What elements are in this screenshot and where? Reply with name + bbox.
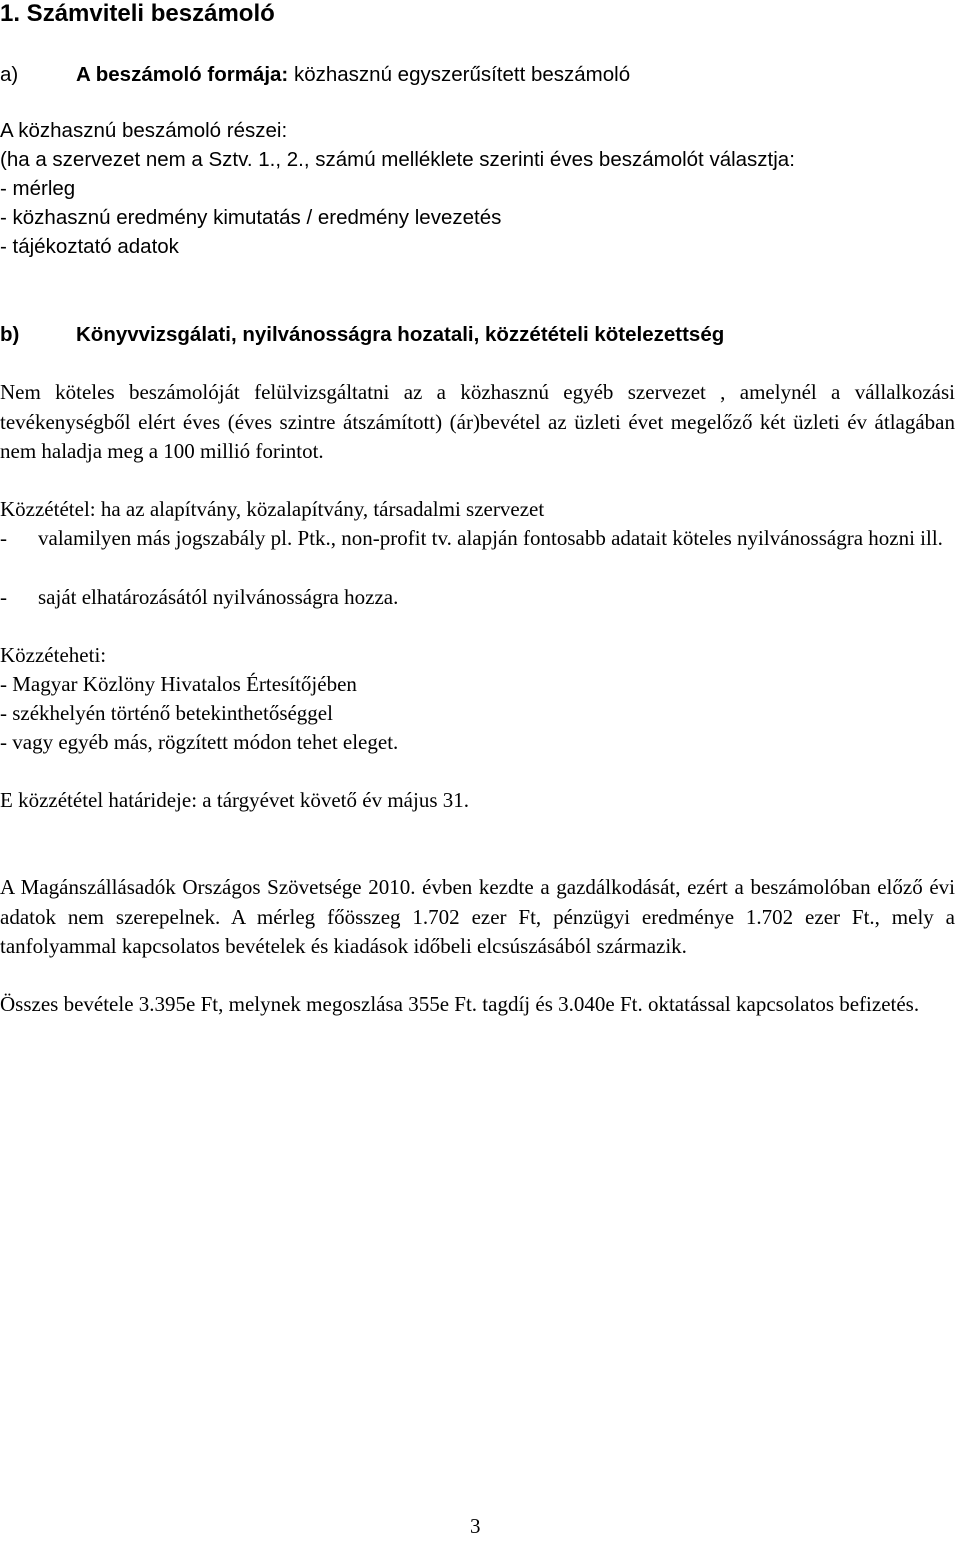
history-paragraph: A Magánszállásadók Országos Szövetsége 2010. évben kezdte a gazdálkodását, ezért a beszámolóban előző évi adatok nem szerepelnek. A mérleg főösszeg 1.702 ezer Ft, pénzügyi eredménye 1.702 ezer Ft., mely a tanfolyammal kapcsolatos bevételek és kiadások időbeli elcsúszásából származik. xyxy=(0,875,955,958)
audit-paragraph: Nem köteles beszámolóját felülvizsgáltatni az a közhasznú egyéb szervezet , amelynél a vállalkozási tevékenységből elért éves (éves szintre átszámított) (ár)bevétel az üzleti évet megelőző két üzleti év átlagában nem haladja meg a 100 millió forintot. xyxy=(0,380,955,463)
parts-intro-2: (ha a szervezet nem a Sztv. 1., 2., számú melléklete szerinti éves beszámolót választja: xyxy=(0,148,795,171)
parts-item: - tájékoztató adatok xyxy=(0,235,179,258)
section-b-label: b) xyxy=(0,323,20,346)
dash: - xyxy=(0,585,7,609)
income-paragraph: Összes bevétele 3.395e Ft, melynek megoszlása 355e Ft. tagdíj és 3.040e Ft. oktatással kapcsolatos befizetés. xyxy=(0,992,920,1016)
publish-way-item: - Magyar Közlöny Hivatalos Értesítőjében xyxy=(0,672,357,696)
dash: - xyxy=(0,526,7,550)
parts-intro-1: A közhasznú beszámoló részei: xyxy=(0,119,288,142)
section-b-heading xyxy=(0,320,724,349)
publication-item-text: saját elhatározásától nyilvánosságra hozza. xyxy=(38,585,399,609)
section-b-title: Könyvvizsgálati, nyilvánosságra hozatali, közzétételi kötelezettség xyxy=(76,323,725,346)
section-a-label: a) xyxy=(0,63,19,86)
deadline-text: E közzététel határideje: a tárgyévet követő év május 31. xyxy=(0,788,470,812)
parts-item: - közhasznú eredmény kimutatás / eredmény levezetés xyxy=(0,206,502,229)
page-number: 3 xyxy=(470,1514,481,1538)
parts-item: - mérleg xyxy=(0,177,76,200)
publish-way-item: - vagy egyéb más, rögzített módon tehet eleget. xyxy=(0,730,399,754)
publish-ways-intro: Közzéteheti: xyxy=(0,643,107,667)
section-a-text: közhasznú egyszerűsített beszámoló xyxy=(288,63,631,86)
page-title: 1. Számviteli beszámoló xyxy=(0,0,275,27)
publication-item xyxy=(0,524,955,554)
publication-item-text: valamilyen más jogszabály pl. Ptk., non-profit tv. alapján fontosabb adatait köteles nyilvánosságra hozni ill. xyxy=(38,526,943,550)
section-a-heading xyxy=(0,60,630,89)
publish-way-item: - székhelyén történő betekinthetőséggel xyxy=(0,701,333,725)
publication-intro: Közzététel: ha az alapítvány, közalapítvány, társadalmi szervezet xyxy=(0,497,545,521)
section-a-title: A beszámoló formája: xyxy=(76,63,289,86)
publication-item xyxy=(0,583,955,613)
